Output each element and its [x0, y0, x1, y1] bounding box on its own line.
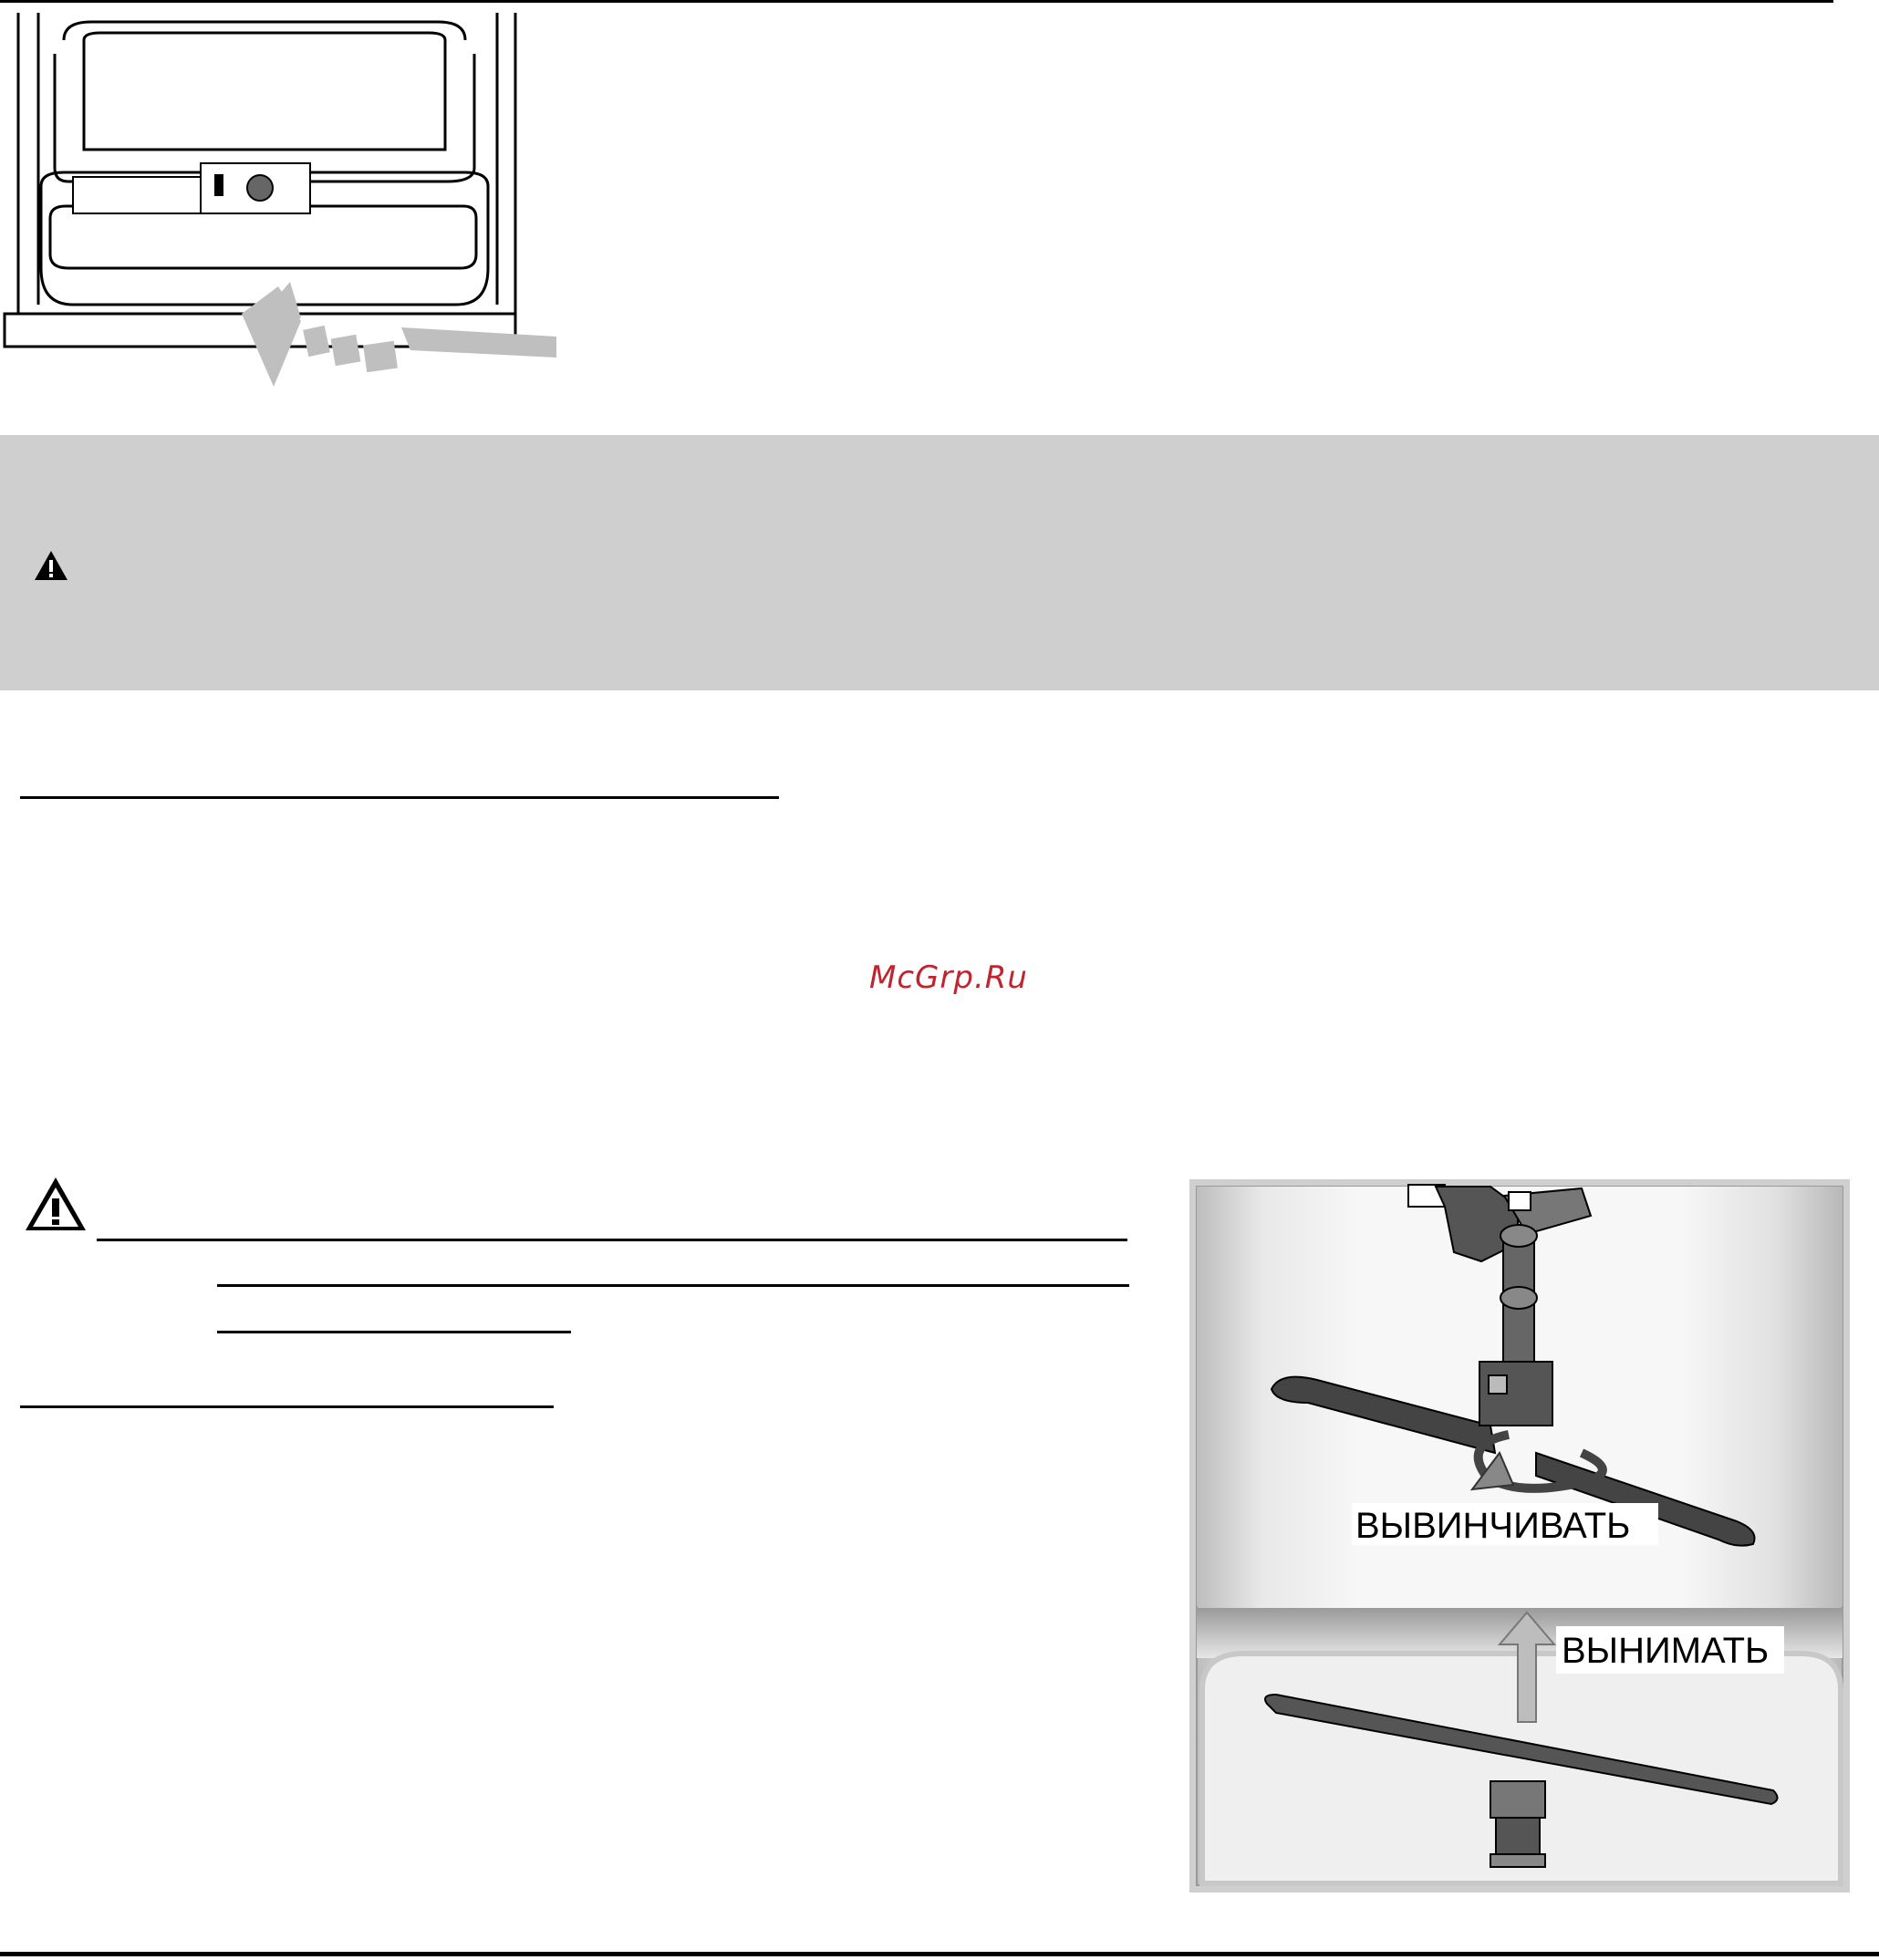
warning-triangle-icon: [24, 1175, 88, 1233]
watermark: McGrp.Ru: [869, 959, 1028, 996]
warning-triangle-icon: [33, 549, 69, 582]
dishwasher-tray-insert-icon: [0, 13, 561, 405]
section-heading-underline: [20, 796, 779, 799]
label-unscrew: ВЫВИНЧИВАТЬ: [1355, 1506, 1631, 1546]
warning-text-underline: [217, 1331, 571, 1333]
bottom-rule: [0, 1952, 1879, 1956]
label-remove: ВЫНИМАТЬ: [1562, 1631, 1770, 1671]
subsection-heading-underline: [20, 1405, 554, 1408]
warning-text-underline: [97, 1239, 1127, 1241]
warning-band: [0, 435, 1879, 690]
warning-text-underline: [217, 1284, 1129, 1287]
top-rule: [0, 0, 1833, 3]
spray-arm-removal-figure: [1189, 1179, 1850, 1893]
